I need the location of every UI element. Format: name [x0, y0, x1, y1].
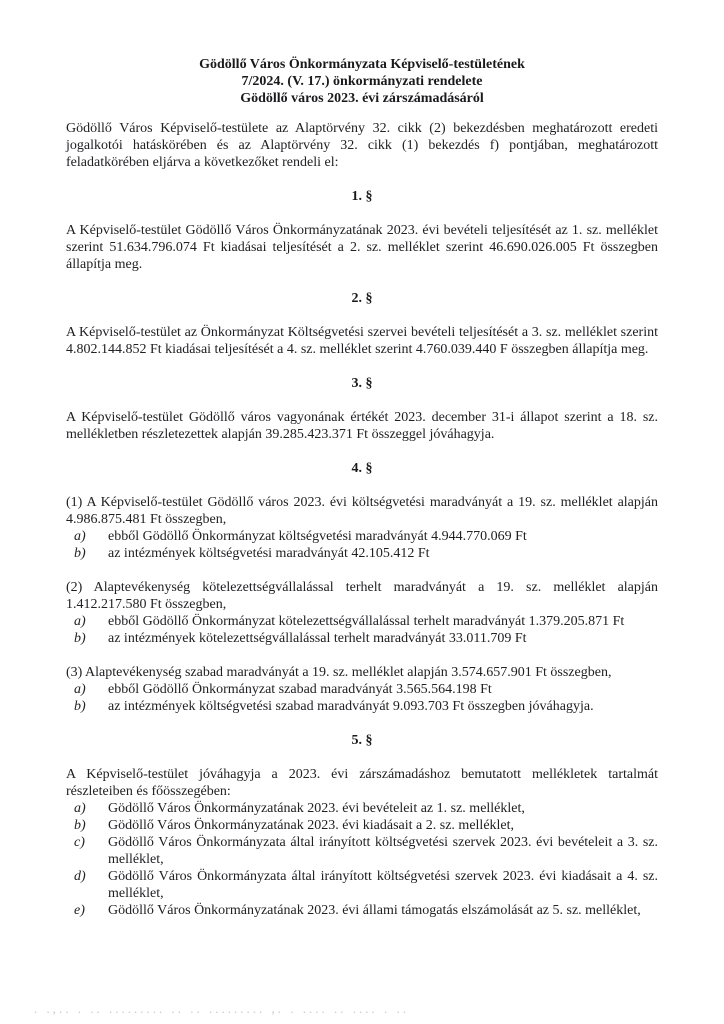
list-item-marker: a): [74, 614, 86, 629]
section-1-paragraph: A Képviselő-testület Gödöllő Város Önkormányzatának 2023. évi bevételi teljesítését az 1. sz. melléklet szerint 51.634.796.074 Ft kiadásai teljesítését a 2. sz. melléklet szerint 46.690.026.005 Ft összegben állapítja meg.: [66, 223, 658, 272]
title-line-2: 7/2024. (V. 17.) önkormányzati rendelete: [241, 74, 483, 89]
list-item: [66, 613, 658, 630]
list-item-text: Gödöllő Város Önkormányzatának 2023. évi állami támogatás elszámolását az 5. sz. melléklet,: [108, 903, 641, 918]
section-4-heading: 4. §: [351, 461, 373, 476]
list-item: [66, 630, 658, 647]
list-item-text: ebből Gödöllő Önkormányzat költségvetési maradványát 4.944.770.069 Ft: [108, 529, 527, 544]
section-4-subparagraph-2: (2) Alaptevékenység kötelezettségvállalással terhelt maradványát a 19. sz. melléklet alapján 1.412.217.580 Ft összegben,: [66, 580, 658, 612]
list-item-marker: e): [74, 903, 85, 918]
section-5-intro: A Képviselő-testület jóváhagyja a 2023. évi zárszámadáshoz bemutatott mellékletek tartalmát részleteiben és főösszegében:: [66, 767, 658, 799]
list-item-marker: a): [74, 682, 86, 697]
list-item: [66, 545, 658, 562]
title-line-3: Gödöllő város 2023. évi zárszámadásáról: [240, 91, 484, 106]
list-item: [66, 868, 658, 902]
list-item: [66, 817, 658, 834]
section-4-subparagraph-3: (3) Alaptevékenység szabad maradványát a 19. sz. melléklet alapján 3.574.657.901 Ft összegben,: [66, 665, 612, 680]
intro-paragraph: Gödöllő Város Képviselő-testülete az Alaptörvény 32. cikk (2) bekezdésben meghatározott eredeti jogalkotói hatáskörében és az Alaptörvény 32. cikk (1) bekezdés f) pontjában, meghatározott feladatkörében eljárva a következőket rendeli el:: [66, 121, 658, 170]
list-item-text: ebből Gödöllő Önkormányzat szabad maradványát 3.565.564.198 Ft: [108, 682, 492, 697]
list-item-marker: a): [74, 801, 86, 816]
list-item-marker: c): [74, 835, 85, 850]
section-2-paragraph: A Képviselő-testület az Önkormányzat Költségvetési szervei bevételi teljesítését a 3. sz. melléklet szerint 4.802.144.852 Ft kiadásai teljesítését a 4. sz. melléklet szerint 4.760.039.440 F összegben állapítja meg.: [66, 325, 658, 357]
list-item-text: az intézmények költségvetési maradványát 42.105.412 Ft: [108, 546, 430, 561]
list-item: [66, 698, 658, 715]
list-item: [66, 681, 658, 698]
document-title: [66, 56, 658, 107]
list-item-marker: b): [74, 699, 86, 714]
list-item-marker: b): [74, 546, 86, 561]
list-item-marker: b): [74, 818, 86, 833]
list-item-text: ebből Gödöllő Önkormányzat kötelezettségvállalással terhelt maradványát 1.379.205.871 Ft: [108, 614, 625, 629]
list-item-marker: d): [74, 869, 86, 884]
section-2-heading: 2. §: [351, 291, 373, 306]
list-item-text: az intézmények költségvetési szabad maradványát 9.093.703 Ft összegben jóváhagyja.: [108, 699, 594, 714]
title-line-1: Gödöllő Város Önkormányzata Képviselő-testületének: [199, 57, 525, 72]
list-item: [66, 902, 658, 919]
list-item-text: Gödöllő Város Önkormányzata által irányított költségvetési szervek 2023. évi bevételeit a 3. sz. melléklet,: [108, 835, 658, 867]
section-5-heading: 5. §: [351, 733, 373, 748]
list-item-text: Gödöllő Város Önkormányzatának 2023. évi bevételeit az 1. sz. melléklet,: [108, 801, 525, 816]
list-item-marker: b): [74, 631, 86, 646]
list-item: [66, 528, 658, 545]
section-4-subparagraph-1: (1) A Képviselő-testület Gödöllő város 2023. évi költségvetési maradványát a 19. sz. melléklet alapján 4.986.875.481 Ft összegben,: [66, 495, 658, 527]
list-item-marker: a): [74, 529, 86, 544]
bottom-clipped-scan-line: . .,.. . .. ......... .. .. ......... ,. . .... .. .... . ..: [34, 1002, 409, 1016]
list-item-text: az intézmények kötelezettségvállalással terhelt maradványát 33.011.709 Ft: [108, 631, 527, 646]
list-item: [66, 800, 658, 817]
section-3-heading: 3. §: [351, 376, 373, 391]
list-item-text: Gödöllő Város Önkormányzatának 2023. évi kiadásait a 2. sz. melléklet,: [108, 818, 515, 833]
list-item-text: Gödöllő Város Önkormányzata által irányított költségvetési szervek 2023. évi kiadásait a 4. sz. melléklet,: [108, 869, 658, 901]
section-1-heading: 1. §: [351, 189, 373, 204]
section-3-paragraph: A Képviselő-testület Gödöllő város vagyonának értékét 2023. december 31-i állapot szerint a 18. sz. mellékletben részletezettek alapján 39.285.423.371 Ft összeggel jóváhagyja.: [66, 410, 658, 442]
list-item: [66, 834, 658, 868]
